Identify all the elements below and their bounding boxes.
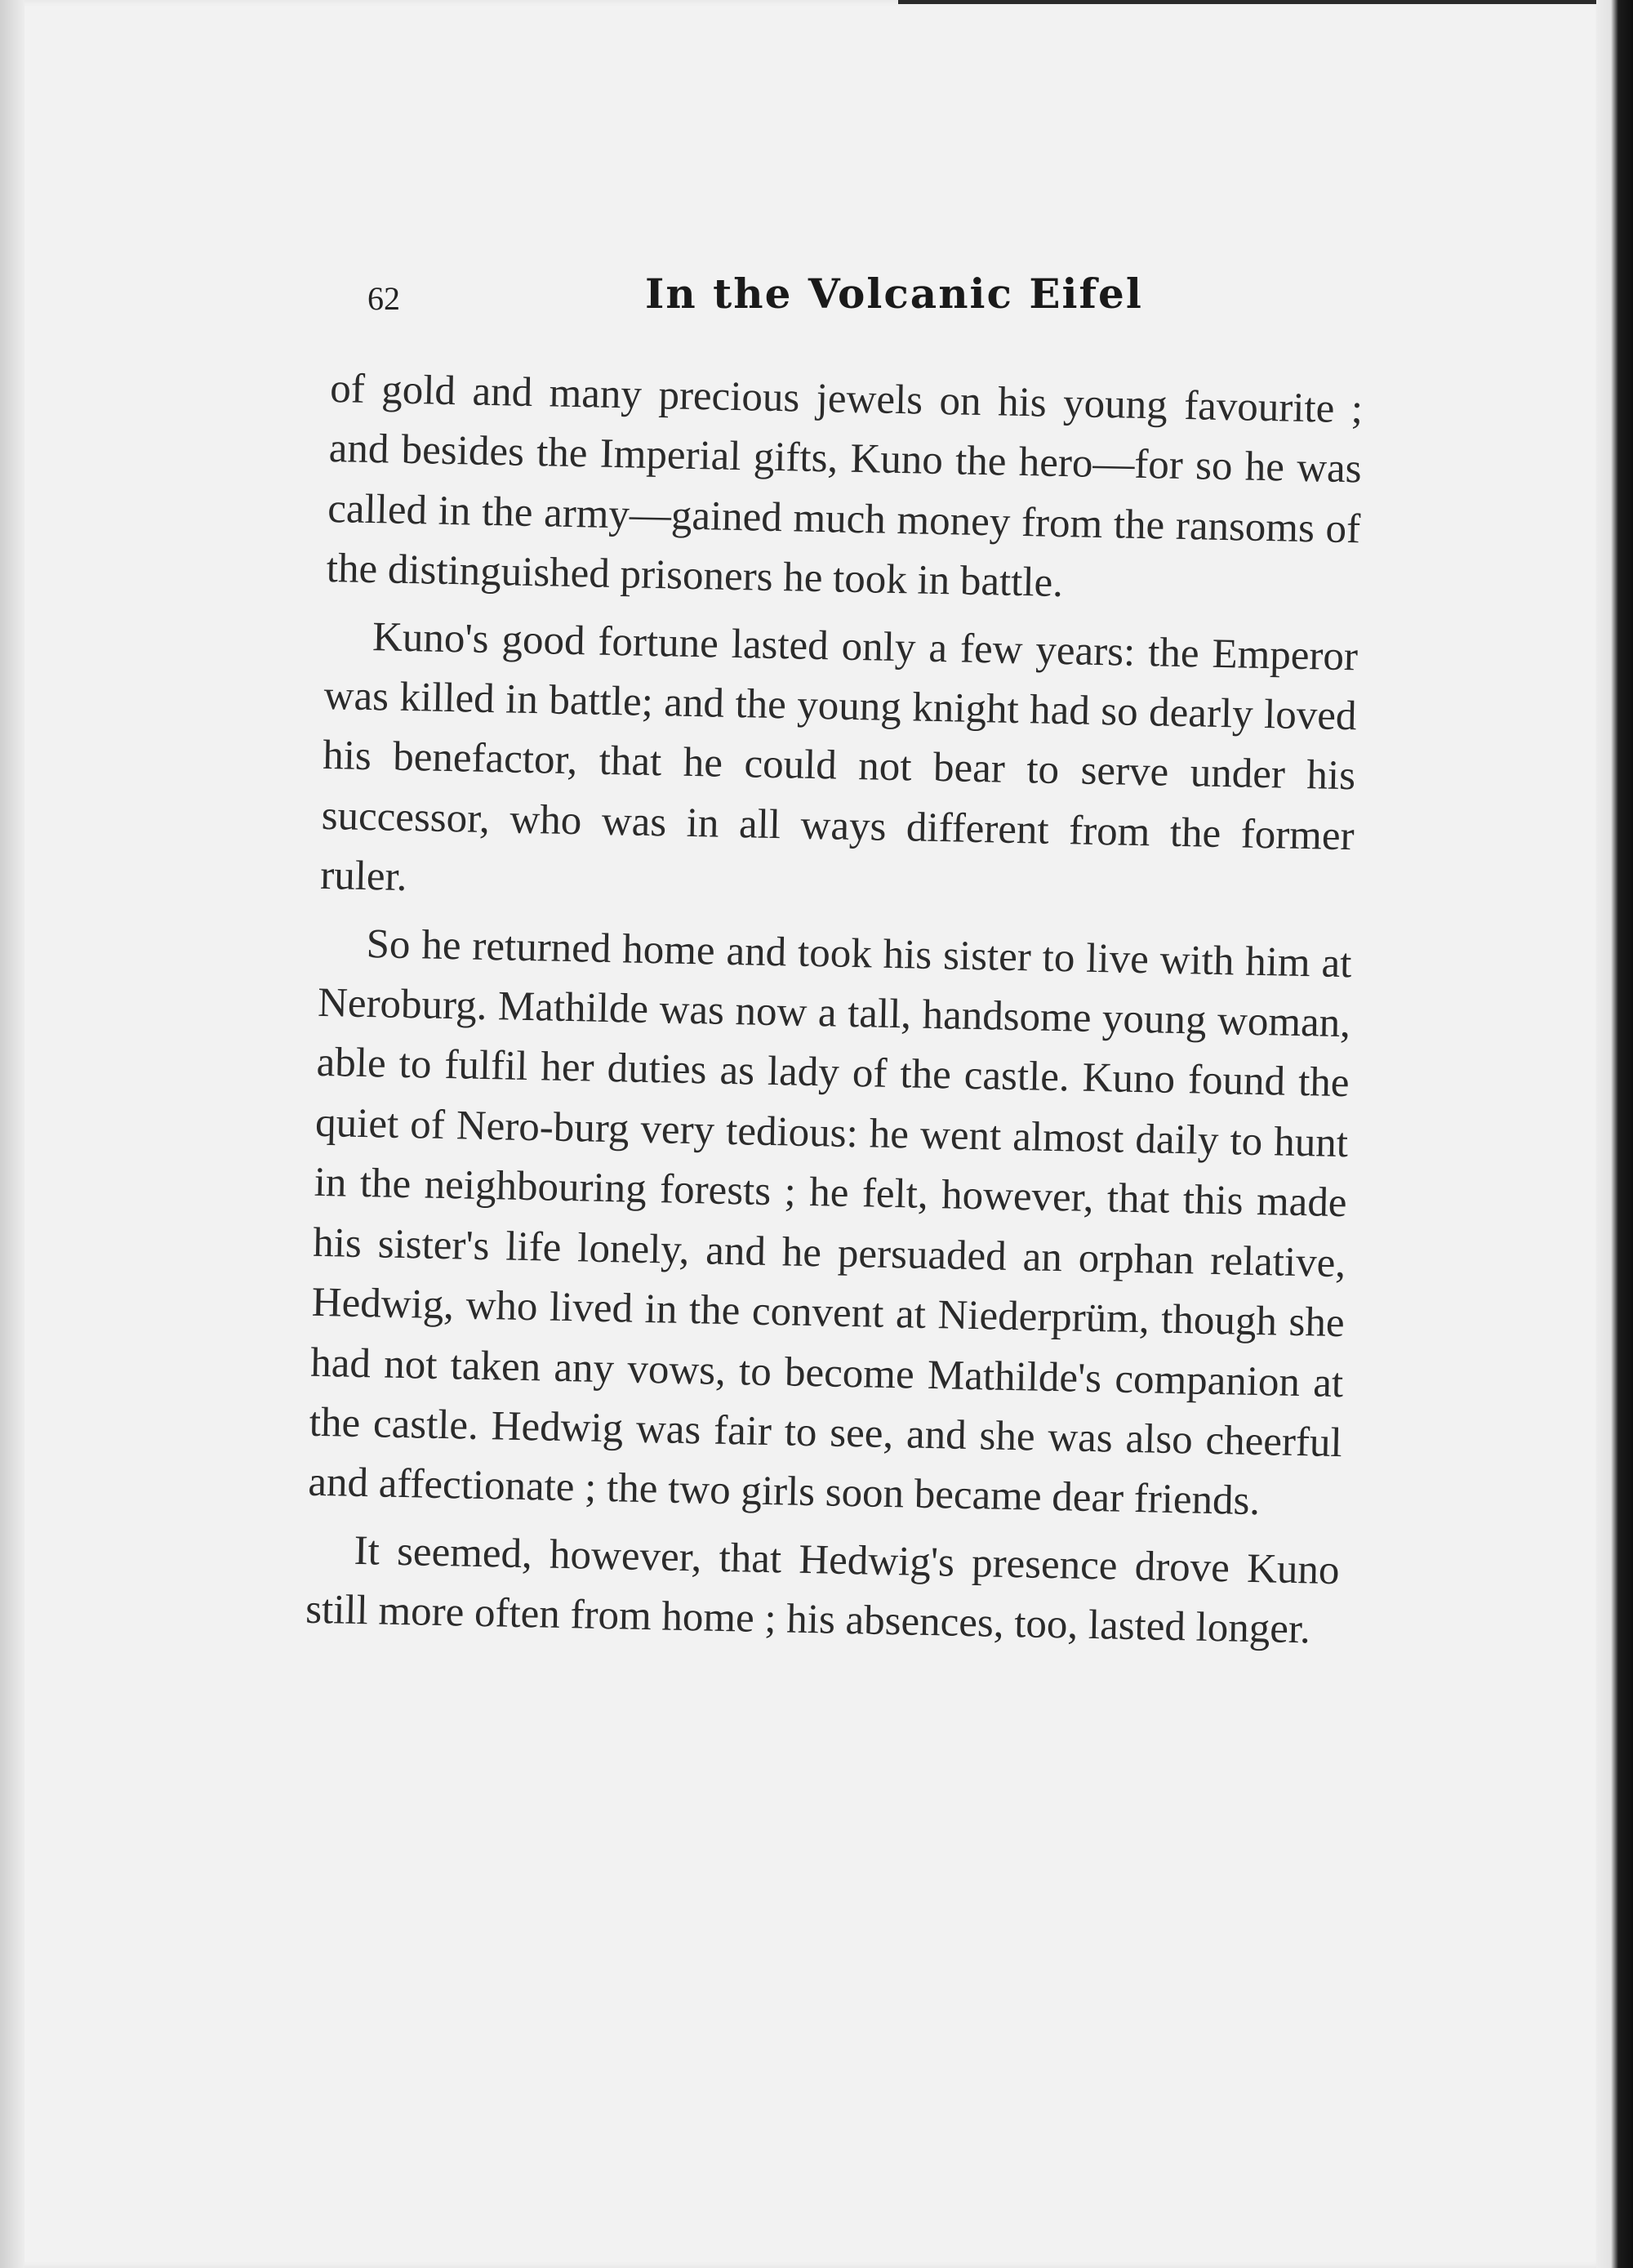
page-top-edge (898, 0, 1633, 4)
paragraph-3: So he returned home and took his sister to live with him at Neroburg. Mathilde was now a tall, handsome young woman, able to fulfil her duties as lady of the castle. Kuno found the quiet of Nero-burg very tedious: he went almost daily to hunt in the neighbouring forests ; he felt, however, that this made his sister's life lonely, and he persuaded an orphan relative, Hedwig, who lived in the convent at Niederprüm, though she had not taken any vows, to become Mathilde's companion at the castle. Hedwig was fair to see, and she was also cheerful and affectionate ; the two girls soon became dear friends. (307, 920, 1352, 1525)
paragraph-2: Kuno's good fortune lasted only a few years: the Emperor was killed in battle; and the young knight had so dearly loved his benefactor, that he could not bear to serve under his successor, who was in all ways different from the former ruler. (319, 613, 1359, 901)
running-title: In the Volcanic Eifel (645, 270, 1143, 318)
page-header (367, 270, 1364, 335)
page-right-edge (1596, 0, 1633, 2268)
page-number: 62 (367, 280, 400, 317)
page-gutter-shadow (0, 0, 24, 2268)
paragraph-4: It seemed, however, that Hedwig's presence drove Kuno still more often from home ; his absences, too, lasted longer. (305, 1527, 1341, 1653)
paragraph-1: of gold and many precious jewels on his young favourite ; and besides the Imperial gifts, Kuno the hero—for so he was called in the army—gained much money from the ransoms of the distinguished prisoners he took in battle. (326, 365, 1364, 607)
body-text (305, 359, 1363, 1669)
